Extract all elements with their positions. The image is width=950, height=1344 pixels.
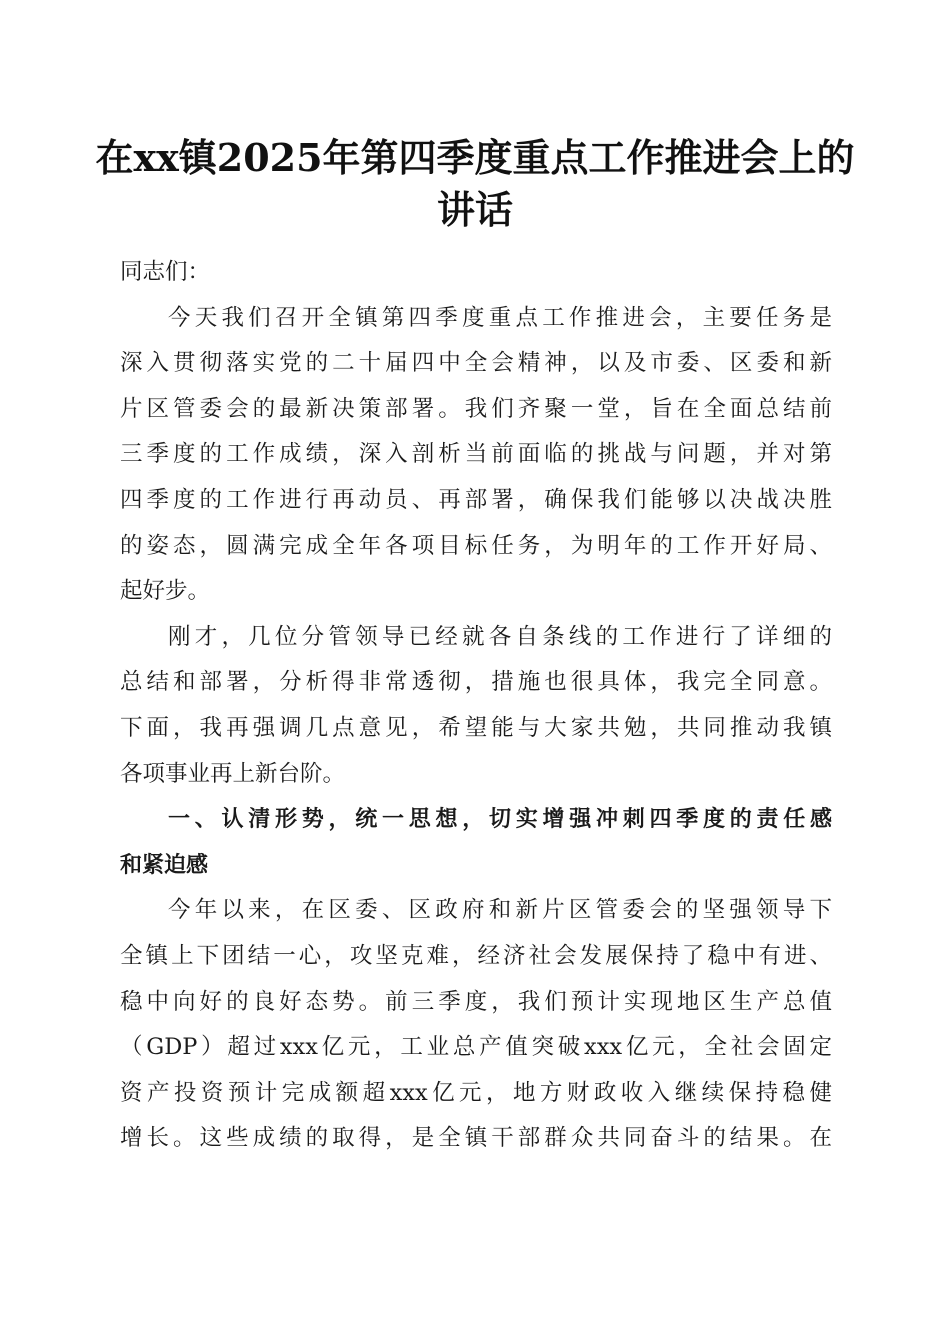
paragraph-line: 下面，我再强调几点意见，希望能与大家共勉，共同推动我镇 — [120, 714, 832, 741]
heading-line: 和紧迫感 — [120, 852, 209, 878]
paragraph-line: 起好步。 — [120, 578, 211, 605]
title-line-1: 在xx镇2025年第四季度重点工作推进会上的 — [95, 135, 855, 180]
paragraph-line: 各项事业再上新台阶。 — [120, 760, 346, 787]
paragraph-line: 稳中向好的良好态势。前三季度，我们预计实现地区生产总值 — [120, 988, 832, 1015]
paragraph-line: 四季度的工作进行再动员、再部署，确保我们能够以决战决胜 — [120, 486, 832, 513]
paragraph-2 — [120, 615, 832, 797]
paragraph-line: 的姿态，圆满完成全年各项目标任务，为明年的工作开好局、 — [120, 532, 832, 559]
paragraph-line: 今年以来，在区委、区政府和新片区管委会的坚强领导下 — [168, 897, 832, 924]
document-title — [95, 132, 855, 236]
document-body — [120, 250, 832, 1162]
paragraph-line: 全镇上下团结一心，攻坚克难，经济社会发展保持了稳中有进、 — [120, 942, 832, 969]
paragraph-line: 增长。这些成绩的取得，是全镇干部群众共同奋斗的结果。在 — [120, 1125, 832, 1152]
title-line-2: 讲话 — [436, 187, 513, 232]
paragraph-1 — [120, 296, 832, 615]
section-heading-1 — [120, 797, 832, 888]
paragraph-line: 片区管委会的最新决策部署。我们齐聚一堂，旨在全面总结前 — [120, 395, 832, 422]
paragraph-3 — [120, 888, 832, 1162]
greeting: 同志们： — [120, 259, 211, 285]
paragraph-line: 今天我们召开全镇第四季度重点工作推进会，主要任务是 — [168, 304, 832, 331]
paragraph-line: （GDP）超过xxx亿元，工业总产值突破xxx亿元，全社会固定 — [120, 1034, 832, 1061]
heading-line: 一、认清形势，统一思想，切实增强冲刺四季度的责任感 — [168, 807, 832, 833]
paragraph-line: 总结和部署，分析得非常透彻，措施也很具体，我完全同意。 — [120, 669, 832, 696]
paragraph-line: 资产投资预计完成额超xxx亿元，地方财政收入继续保持稳健 — [120, 1079, 832, 1106]
paragraph-line: 深入贯彻落实党的二十届四中全会精神，以及市委、区委和新 — [120, 350, 832, 377]
paragraph-line: 刚才，几位分管领导已经就各自条线的工作进行了详细的 — [168, 623, 832, 650]
paragraph-line: 三季度的工作成绩，深入剖析当前面临的挑战与问题，并对第 — [120, 441, 832, 468]
